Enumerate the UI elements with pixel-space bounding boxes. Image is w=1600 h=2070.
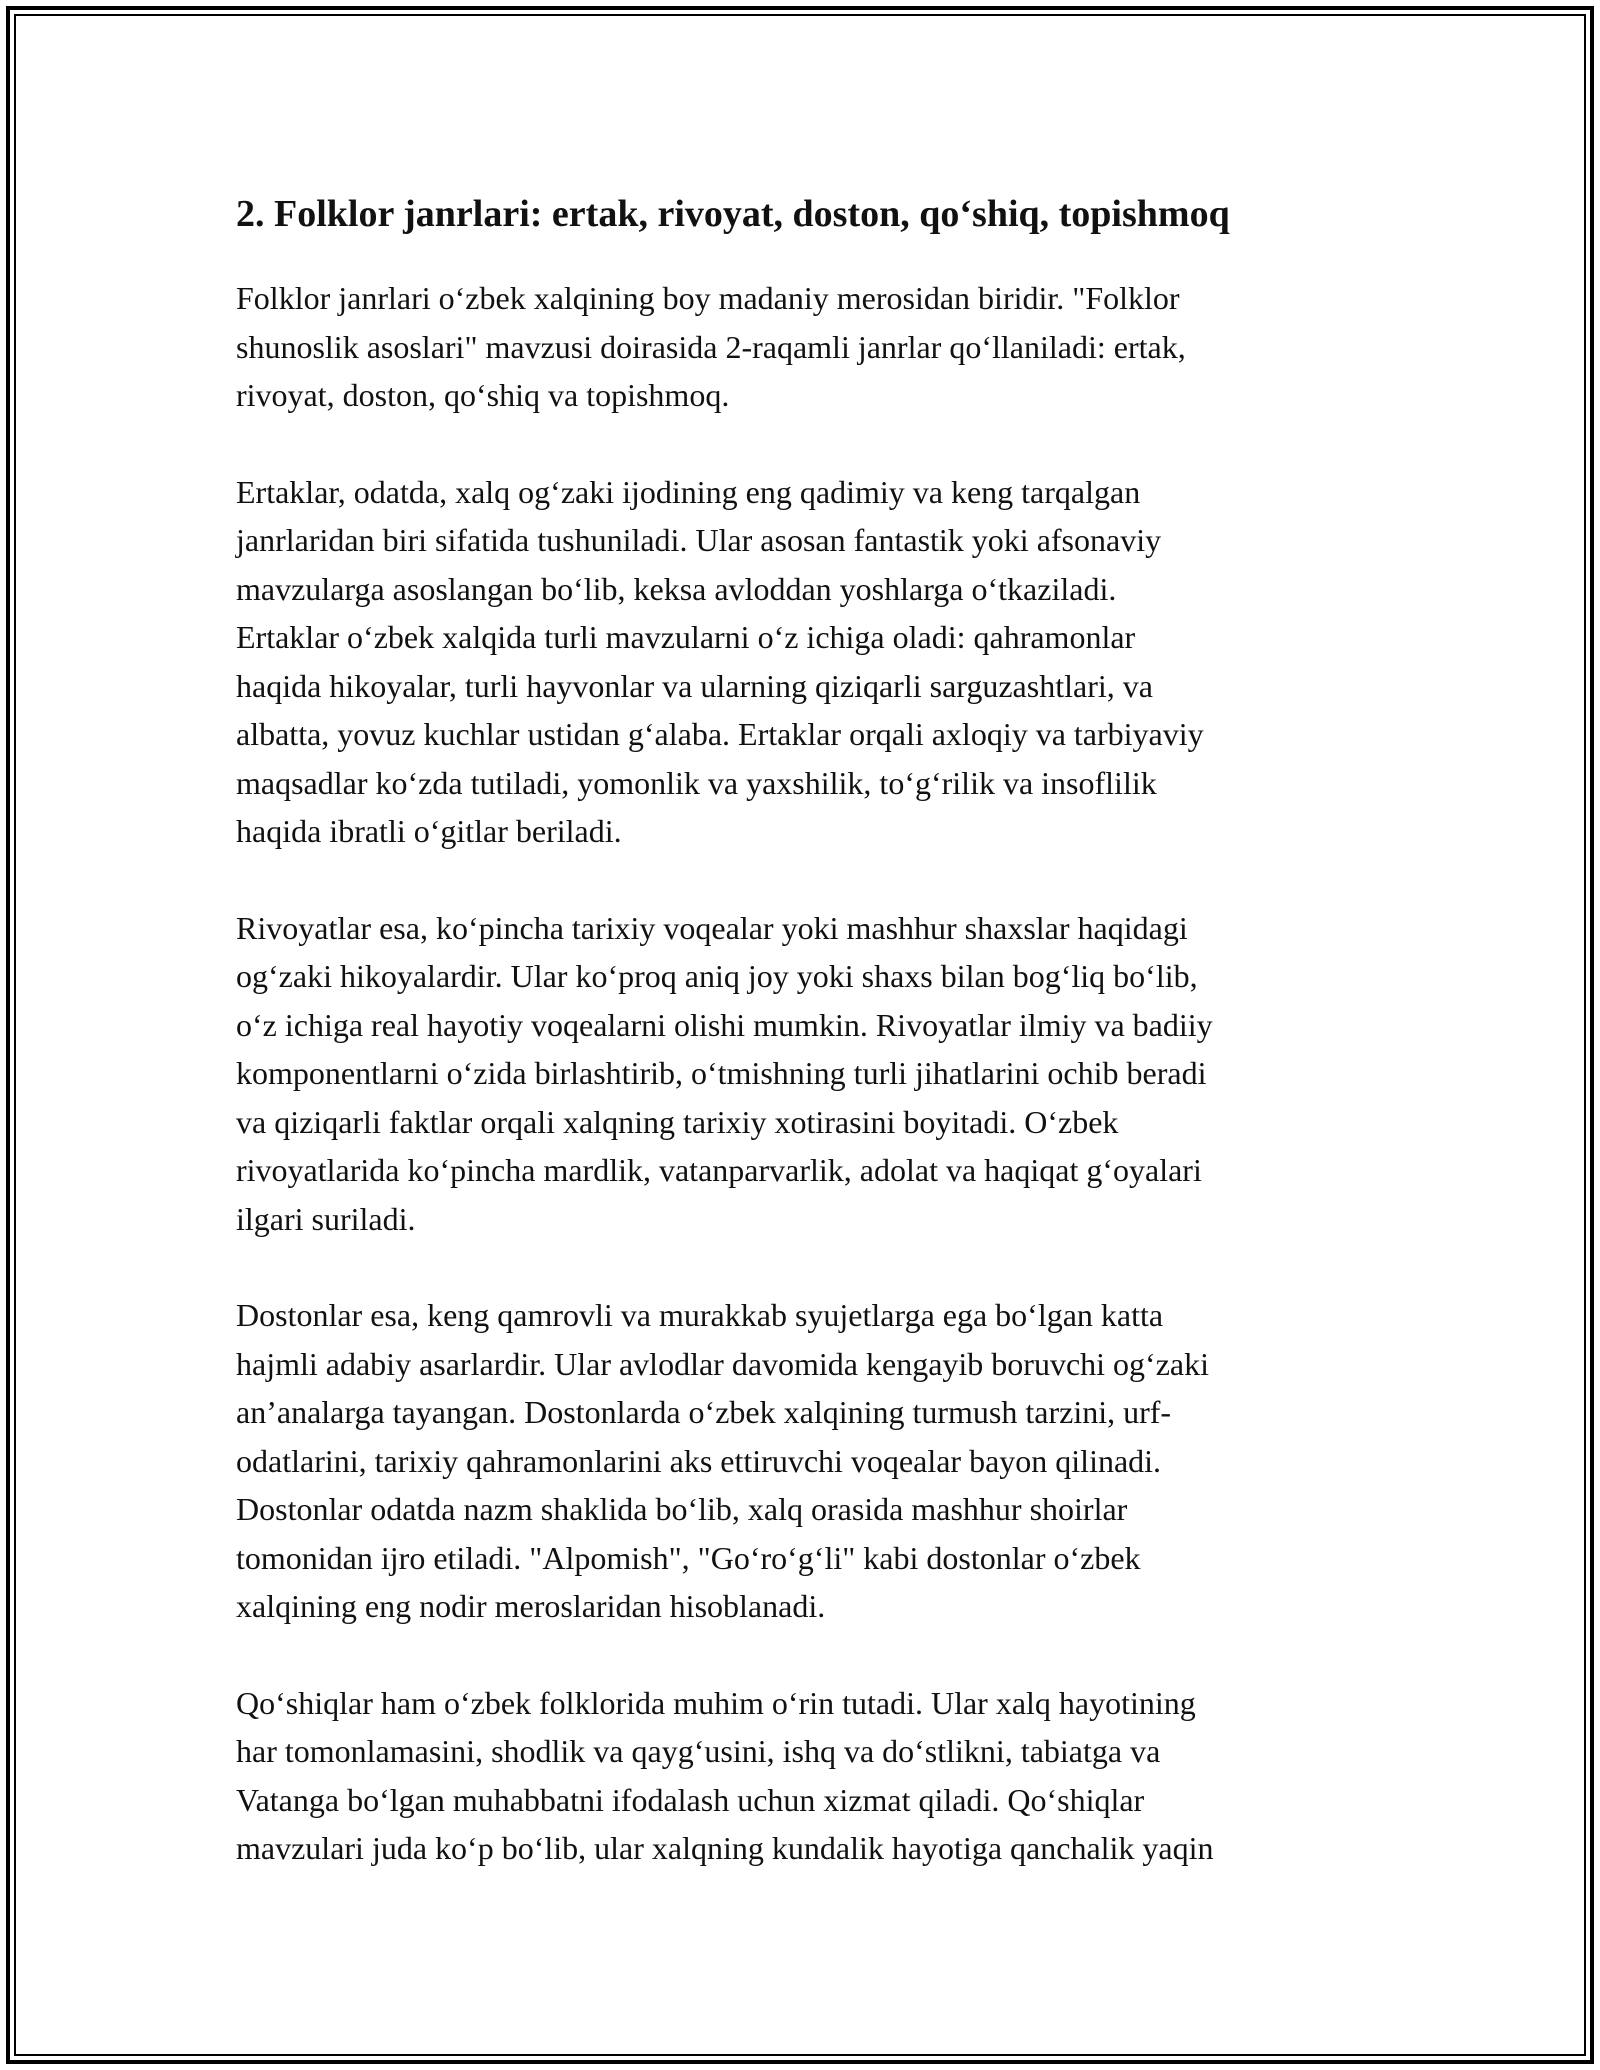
- text-line: oʻz ichiga real hayotiy voqealarni olishi mumkin. Rivoyatlar ilmiy va badiiy: [236, 1006, 1213, 1043]
- text-line: Qoʻshiqlar ham oʻzbek folklorida muhim oʻrin tutadi. Ular xalq hayotining: [236, 1684, 1196, 1721]
- text-line: tomonidan ijro etiladi. "Alpomish", "Goʻroʻgʻli" kabi dostonlar oʻzbek: [236, 1539, 1141, 1576]
- text-line: va qiziqarli faktlar orqali xalqning tarixiy xotirasini boyitadi. Oʻzbek: [236, 1103, 1119, 1140]
- text-line: Rivoyatlar esa, koʻpincha tarixiy voqealar yoki mashhur shaxslar haqidagi: [236, 909, 1188, 946]
- text-line: rivoyat, doston, qoʻshiq va topishmoq.: [236, 377, 730, 413]
- text-line: Dostonlar odatda nazm shaklida boʻlib, xalq orasida mashhur shoirlar: [236, 1491, 1128, 1527]
- text-line: Dostonlar esa, keng qamrovli va murakkab syujetlarga ega boʻlgan katta: [236, 1297, 1164, 1333]
- text-line: mavzulari juda koʻp boʻlib, ular xalqning kundalik hayotiga qanchalik yaqin: [236, 1830, 1214, 1866]
- text-line: an’analarga tayangan. Dostonlarda oʻzbek xalqining turmush tarzini, urf-: [236, 1394, 1172, 1430]
- document-body: [236, 186, 1366, 1921]
- section-heading: 2. Folklor janrlari: ertak, rivoyat, doston, qoʻshiq, topishmoq: [236, 193, 1230, 235]
- text-line: Folklor janrlari oʻzbek xalqining boy madaniy merosidan biridir. "Folklor: [236, 280, 1180, 316]
- text-line: Ertaklar oʻzbek xalqida turli mavzularni oʻz ichiga oladi: qahramonlar: [236, 619, 1136, 655]
- text-line: Ertaklar, odatda, xalq ogʻzaki ijodining eng qadimiy va keng tarqalgan: [236, 473, 1141, 510]
- text-line: albatta, yovuz kuchlar ustidan gʻalaba. Ertaklar orqali axloqiy va tarbiyaviy: [236, 716, 1204, 752]
- text-line: xalqining eng nodir meroslaridan hisoblanadi.: [236, 1588, 826, 1624]
- text-line: Vatanga boʻlgan muhabbatni ifodalash uchun xizmat qiladi. Qoʻshiqlar: [236, 1781, 1145, 1818]
- text-line: hajmli adabiy asarlardir. Ular avlodlar davomida kengayib boruvchi ogʻzaki: [236, 1345, 1209, 1382]
- text-line: rivoyatlarida koʻpincha mardlik, vatanparvarlik, adolat va haqiqat gʻoyalari: [236, 1152, 1202, 1188]
- text-line: haqida ibratli oʻgitlar beriladi.: [236, 813, 622, 849]
- paragraph-rivoyatlar: [236, 904, 1366, 1244]
- text-line: shunoslik asoslari" mavzusi doirasida 2-raqamli janrlar qoʻllaniladi: ertak,: [236, 328, 1186, 365]
- text-line: maqsadlar koʻzda tutiladi, yomonlik va yaxshilik, toʻgʻrilik va insoflilik: [236, 764, 1157, 801]
- paragraph-intro: [236, 274, 1366, 420]
- text-line: ilgari suriladi.: [236, 1200, 416, 1237]
- text-line: janrlaridan biri sifatida tushuniladi. Ular asosan fantastik yoki afsonaviy: [236, 522, 1162, 558]
- text-line: odatlarini, tarixiy qahramonlarini aks ettiruvchi voqealar bayon qilinadi.: [236, 1442, 1162, 1479]
- text-line: mavzularga asoslangan boʻlib, keksa avloddan yoshlarga oʻtkaziladi.: [236, 570, 1117, 607]
- text-line: ogʻzaki hikoyalardir. Ular koʻproq aniq joy yoki shaxs bilan bogʻliq boʻlib,: [236, 958, 1198, 994]
- paragraph-dostonlar: [236, 1291, 1366, 1631]
- text-line: har tomonlamasini, shodlik va qaygʻusini, ishq va doʻstlikni, tabiatga va: [236, 1733, 1161, 1769]
- paragraph-qoshiqlar: [236, 1679, 1366, 1873]
- text-line: komponentlarni oʻzida birlashtirib, oʻtmishning turli jihatlarini ochib beradi: [236, 1055, 1207, 1091]
- paragraph-ertaklar: [236, 468, 1366, 856]
- text-line: haqida hikoyalar, turli hayvonlar va ularning qiziqarli sarguzashtlari, va: [236, 667, 1153, 704]
